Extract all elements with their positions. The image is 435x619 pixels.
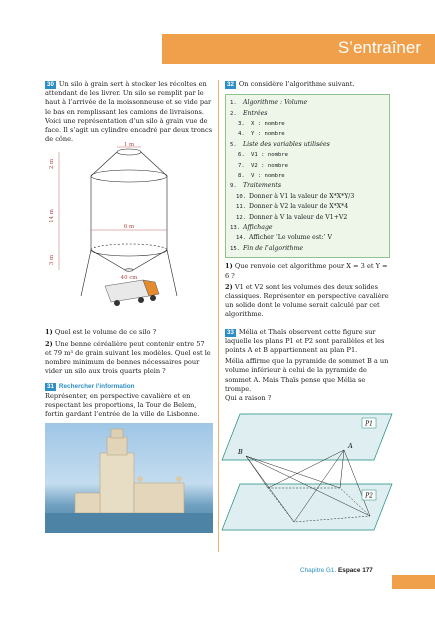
question-1: 1) Quel est le volume de ce silo ? bbox=[45, 328, 157, 337]
algorithm-line bbox=[230, 150, 385, 160]
footer bbox=[300, 567, 373, 574]
exercise-number: 32 bbox=[227, 81, 234, 88]
right-column bbox=[225, 80, 390, 403]
question-2: 2) Une benne céréalière peut contenir entre 57 et 79 m³ de grain suivant les modèles. Quel est le nombre minimum de bennes nécessaires pour vider un silo aux trois quarts plein ? bbox=[45, 339, 211, 376]
exercise-text: Mélia affirme que la pyramide de sommet B a un volume inférieur à celui de la pyramide de sommet A. Mais Thaïs pense que Mélia se trompe. bbox=[225, 357, 389, 393]
footer-chapter: Chapitre G1. bbox=[300, 567, 337, 574]
line-number: 14. bbox=[236, 235, 247, 242]
truck-icon bbox=[105, 280, 159, 306]
algorithm-line bbox=[230, 98, 385, 108]
line-number: 12. bbox=[236, 214, 247, 221]
exercise-text: Mélia et Thaïs observent cette figure sur laquelle les plans P1 et P2 sont parallèles et les points A et B appartiennent au plan P1. bbox=[225, 327, 385, 354]
exercise-text: Qui a raison ? bbox=[225, 393, 272, 402]
exercise-heading: Rechercher l’information bbox=[58, 383, 135, 391]
line-number: 10. bbox=[236, 193, 247, 200]
algorithm-line bbox=[230, 140, 385, 150]
label-b: B bbox=[238, 448, 243, 456]
line-number: 3. bbox=[238, 121, 245, 128]
label-top-width: 1 m bbox=[123, 142, 135, 149]
line-number: 4. bbox=[238, 131, 245, 138]
planes-figure bbox=[222, 412, 404, 547]
line-text: Affichage bbox=[243, 224, 273, 232]
label-a: A bbox=[348, 442, 353, 450]
algorithm-line bbox=[230, 161, 385, 171]
exercise-number: 31 bbox=[47, 383, 54, 391]
algorithm-line bbox=[230, 181, 385, 191]
algorithm-line bbox=[230, 213, 385, 223]
label-bottom-height: 3 m bbox=[49, 255, 55, 266]
line-text: Afficher ’Le volume est:’ V bbox=[249, 234, 332, 242]
algorithm-box bbox=[225, 94, 390, 258]
algorithm-line bbox=[230, 233, 385, 243]
exercise-text: Voici une représentation d’un silo à grain vue de face. Il s’agit un cylindre encadré par deux troncs de cône. bbox=[45, 116, 213, 144]
header-banner bbox=[162, 34, 435, 64]
column-divider bbox=[218, 80, 219, 552]
line-text: Donner à V2 la valeur de X*X*4 bbox=[249, 203, 349, 211]
line-text: Liste des variables utilisées bbox=[243, 140, 330, 148]
label-p1: P1 bbox=[365, 420, 373, 428]
line-text: X : nombre bbox=[251, 121, 285, 128]
algorithm-line bbox=[230, 129, 385, 139]
line-number: 5. bbox=[230, 141, 237, 148]
algorithm-line bbox=[230, 171, 385, 181]
tower-photo bbox=[45, 423, 213, 533]
line-text: V2 : nombre bbox=[251, 162, 289, 169]
algorithm-line bbox=[230, 223, 385, 233]
line-number: 2. bbox=[230, 110, 237, 117]
algorithm-line bbox=[230, 109, 385, 119]
line-number: 15. bbox=[230, 245, 241, 252]
line-text: Fin de l’algorithme bbox=[243, 244, 304, 252]
line-number: 7. bbox=[238, 162, 245, 169]
line-number: 11. bbox=[236, 204, 247, 211]
exercise-number: 30 bbox=[47, 81, 54, 88]
line-text: Entrées bbox=[243, 109, 268, 117]
left-column bbox=[45, 80, 213, 533]
exercise-30 bbox=[45, 80, 213, 376]
silo-figure bbox=[45, 142, 213, 326]
exercise-31 bbox=[45, 382, 213, 533]
exercise-33 bbox=[225, 328, 390, 404]
algorithm-line bbox=[230, 192, 385, 202]
line-text: Traitements bbox=[243, 182, 282, 190]
label-p2: P2 bbox=[365, 492, 373, 500]
exercise-text: On considère l’algorithme suivant. bbox=[238, 80, 355, 88]
line-text: V1 : nombre bbox=[251, 152, 289, 159]
question-2: 2) V1 et V2 sont les volumes des deux solides classiques. Représenter en perspective cavalière un solide dont le volume serait calculé par cet algorithme. bbox=[225, 282, 389, 319]
exercise-number: 33 bbox=[227, 328, 234, 336]
line-number: 8. bbox=[238, 173, 245, 180]
algorithm-line bbox=[230, 119, 385, 129]
line-number: 6. bbox=[238, 152, 245, 159]
line-text: Donner à V la valeur de V1+V2 bbox=[249, 213, 348, 221]
line-number: 13. bbox=[230, 225, 241, 232]
footer-bar bbox=[392, 575, 435, 589]
exercise-32 bbox=[225, 80, 390, 320]
line-text: Donner à V1 la valeur de X*X*Y/3 bbox=[249, 192, 355, 200]
label-top-height: 2 m bbox=[49, 159, 55, 170]
algorithm-line bbox=[230, 202, 385, 212]
label-outlet: 40 cm bbox=[120, 275, 138, 282]
exercise-text: Un silo à grain sert à stocker les récoltes en attendant de les livrer. Un silo se remplit par le haut à l’arrivée de la moissonneuse et se vide par le bas en remplissant les camions de livraisons. bbox=[45, 80, 212, 116]
label-cyl-height: 14 m bbox=[49, 209, 55, 224]
line-number: 9. bbox=[230, 183, 237, 190]
page-number: 177 bbox=[362, 567, 373, 574]
line-text: Algorithme : Volume bbox=[243, 99, 308, 107]
line-text: Y : nombre bbox=[251, 131, 285, 138]
algorithm-line bbox=[230, 244, 385, 254]
line-number: 1. bbox=[230, 100, 237, 107]
question-1: 1) Que renvoie cet algorithme pour X = 3 et Y = 6 ? bbox=[225, 262, 388, 280]
line-text: V : nombre bbox=[251, 173, 285, 180]
label-cyl-width: 6 m bbox=[123, 224, 135, 231]
exercise-text: Représenter, en perspective cavalière et en respectant les proportions, la Tour de Belem, fortin gardant l’entrée de la ville de Lisbonne. bbox=[45, 391, 200, 419]
page-title: S’entraîner bbox=[337, 38, 421, 57]
footer-section: Espace bbox=[338, 567, 361, 574]
